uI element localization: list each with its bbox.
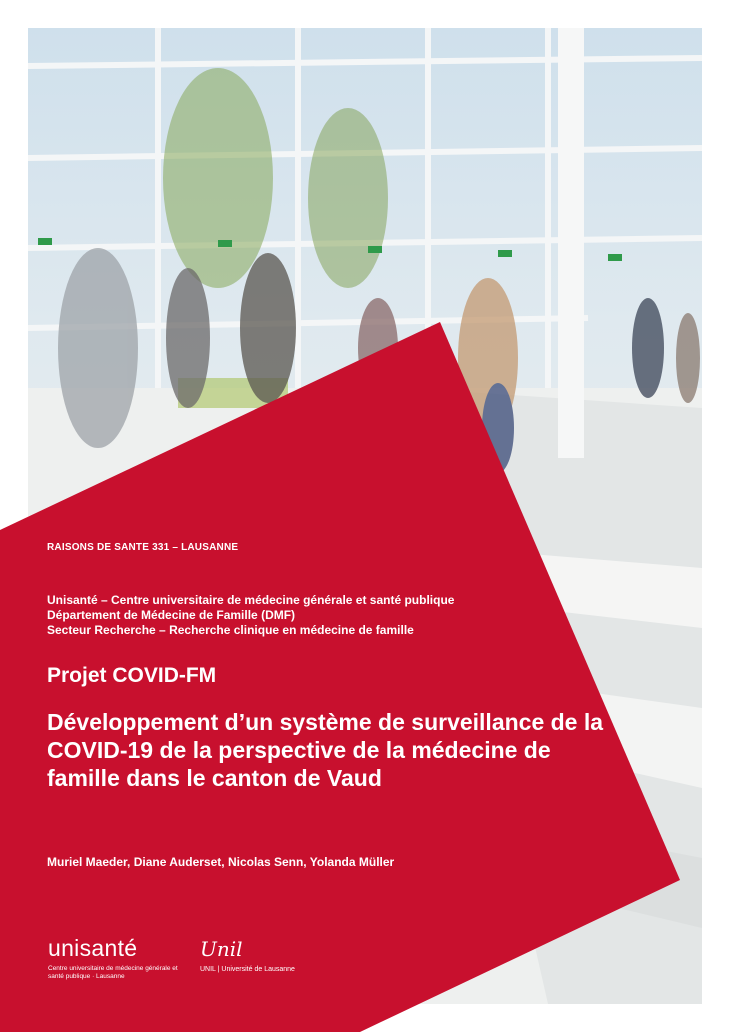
report-title: Développement d’un système de surveillance de la COVID-19 de la perspective de la médecine de famille dans le canton de Vaud [47, 709, 604, 791]
unil-logo-signature: Unil [200, 937, 243, 961]
institution-line-1: Unisanté – Centre universitaire de médecine générale et santé publique [47, 593, 455, 607]
unil-logo-subtitle: UNIL | Université de Lausanne [200, 966, 295, 973]
series-label: RAISONS DE SANTE 331 – LAUSANNE [47, 542, 239, 553]
project-name: Projet COVID-FM [47, 664, 217, 687]
institution-line-2: Département de Médecine de Famille (DMF) [47, 608, 296, 622]
unisante-logo: unisanté [48, 935, 138, 961]
unisante-logo-subtitle: Centre universitaire de médecine générale et santé publique · Lausanne [48, 965, 178, 980]
authors: Muriel Maeder, Diane Auderset, Nicolas Senn, Yolanda Müller [47, 855, 395, 869]
institution-line-3: Secteur Recherche – Recherche clinique en médecine de famille [47, 623, 414, 637]
